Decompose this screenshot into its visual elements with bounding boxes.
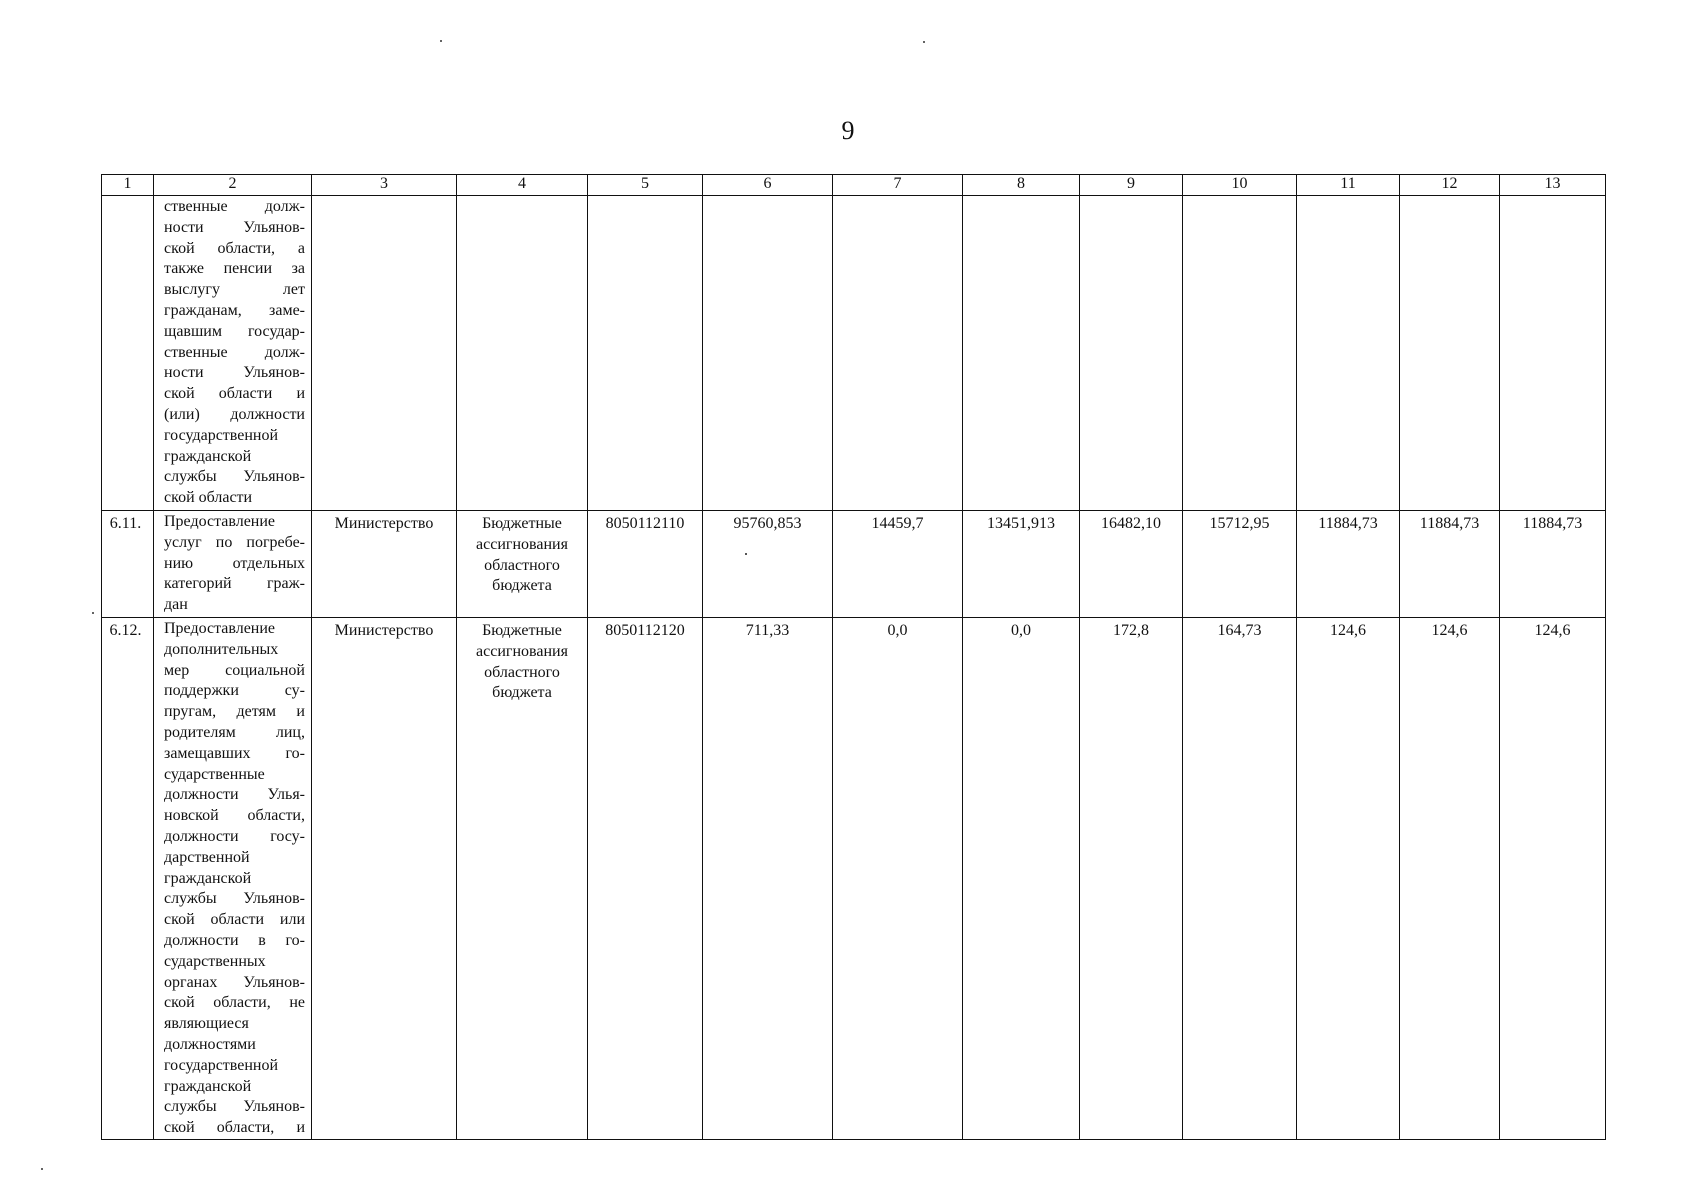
text-line: ской области, не [164,994,305,1012]
column-number: 3 [312,175,457,196]
text-line: должности в го- [164,931,305,949]
empty-cell [703,196,833,511]
text-line: категорий граж- [164,575,305,593]
budget-code-cell: 8050112110 [588,511,703,618]
text-line: родителям лиц, [164,723,305,741]
measure-name-cell [154,618,312,1140]
text-line: областного [484,556,560,574]
column-number: 9 [1080,175,1183,196]
value-cell: 124,6 [1297,618,1400,1140]
row-number-cell: 6.11. [102,511,154,618]
text-line: службы Ульянов- [164,1098,305,1116]
text-line: пругам, детям и [164,703,305,721]
text-line: новской области, [164,807,305,825]
text-line: службы Ульянов- [164,468,305,486]
funding-source-cell [457,511,588,618]
empty-cell [1500,196,1606,511]
text-line: гражданам, заме- [164,301,305,319]
text-line: ственные долж- [164,198,305,215]
text-line: гражданской [164,447,252,465]
text-line: дан [164,596,188,614]
text-line: мер социальной [164,661,305,679]
text-line: Бюджетные [482,515,562,532]
text-line: ской области [164,489,253,507]
text-line: Бюджетные [482,622,562,639]
text-line: дарственной [164,848,250,866]
value-cell: 11884,73 [1500,511,1606,618]
column-number: 12 [1400,175,1500,196]
column-number: 10 [1183,175,1297,196]
empty-cell [833,196,963,511]
total-cell: 711,33 [703,618,833,1140]
empty-cell [1183,196,1297,511]
column-number-row [102,175,1606,196]
text-line: щавшим государ- [164,322,305,340]
executor-cell: Министерство [312,618,457,1140]
value-cell: 164,73 [1183,618,1297,1140]
text-line: являющиеся [164,1015,249,1033]
text-line: ской области, а [164,239,305,257]
value-cell: 16482,10 [1080,511,1183,618]
value-cell: 13451,913 [963,511,1080,618]
value-cell: 124,6 [1400,618,1500,1140]
value-cell: 14459,7 [833,511,963,618]
text-line: ской области, и [164,1119,305,1137]
measure-name-cell [154,511,312,618]
text-line: органах Ульянов- [164,973,305,991]
value-cell: 172,8 [1080,618,1183,1140]
table-row-continuation [102,196,1606,511]
text-line: бюджета [492,684,552,702]
table-row [102,511,1606,618]
text-line: гражданской [164,869,252,887]
text-line: государственной [164,426,279,444]
text-line: дополнительных [164,640,279,658]
column-number: 7 [833,175,963,196]
text-line: поддержки су- [164,682,305,700]
text-line: (или) должности [164,405,305,423]
text-line: сударственных [164,952,266,970]
text-line: ности Ульянов- [164,218,305,236]
row-number-cell [102,196,154,511]
value-cell: 0,0 [963,618,1080,1140]
empty-cell [1297,196,1400,511]
text-line: замещавших го- [164,744,305,762]
row-number-cell: 6.12. [102,618,154,1140]
text-line: сударственные [164,765,265,783]
text-line: службы Ульянов- [164,890,305,908]
column-number: 8 [963,175,1080,196]
value-cell: 11884,73 [1400,511,1500,618]
text-line: выслугу лет [164,281,305,299]
text-line: Предоставление [164,620,276,637]
text-line: ственные долж- [164,343,305,361]
text-line: Предоставление [164,513,276,530]
text-line: ской области и [164,385,305,403]
empty-cell [312,196,457,511]
text-line: бюджета [492,577,552,595]
text-line: областного [484,663,560,681]
text-line: ской области или [164,911,305,929]
text-line: должности Улья- [164,786,305,804]
empty-cell [1400,196,1500,511]
scan-speck [440,40,442,42]
executor-cell: Министерство [312,511,457,618]
empty-cell [963,196,1080,511]
scan-speck [92,612,94,614]
budget-code-cell: 8050112120 [588,618,703,1140]
empty-cell [457,196,588,511]
value-cell: 11884,73 [1297,511,1400,618]
value-cell: 124,6 [1500,618,1606,1140]
column-number: 13 [1500,175,1606,196]
text-line: услуг по погребе- [164,533,305,551]
text-line: должности госу- [164,827,305,845]
scan-speck [745,553,747,555]
total-cell [703,511,833,618]
funding-source-cell [457,618,588,1140]
text-line: гражданской [164,1077,252,1095]
text-line: должностями [164,1035,256,1053]
value-text: 95760,853 [733,515,802,532]
page-number: 9 [841,116,855,145]
scan-speck [923,41,925,43]
text-line: также пенсии за [164,260,305,278]
text-line: государственной [164,1056,279,1074]
text-line: ассигнования [476,642,568,660]
column-number: 6 [703,175,833,196]
text-line: ассигнования [476,535,568,553]
column-number: 2 [154,175,312,196]
column-number: 1 [102,175,154,196]
value-cell: 15712,95 [1183,511,1297,618]
text-line: нию отдельных [164,554,305,572]
scan-speck [41,1168,43,1170]
text-line: ности Ульянов- [164,364,305,382]
measure-name-cell [154,196,312,511]
value-cell: 0,0 [833,618,963,1140]
budget-table [101,174,1606,1140]
table-row [102,618,1606,1140]
column-number: 4 [457,175,588,196]
column-number: 11 [1297,175,1400,196]
empty-cell [1080,196,1183,511]
empty-cell [588,196,703,511]
column-number: 5 [588,175,703,196]
